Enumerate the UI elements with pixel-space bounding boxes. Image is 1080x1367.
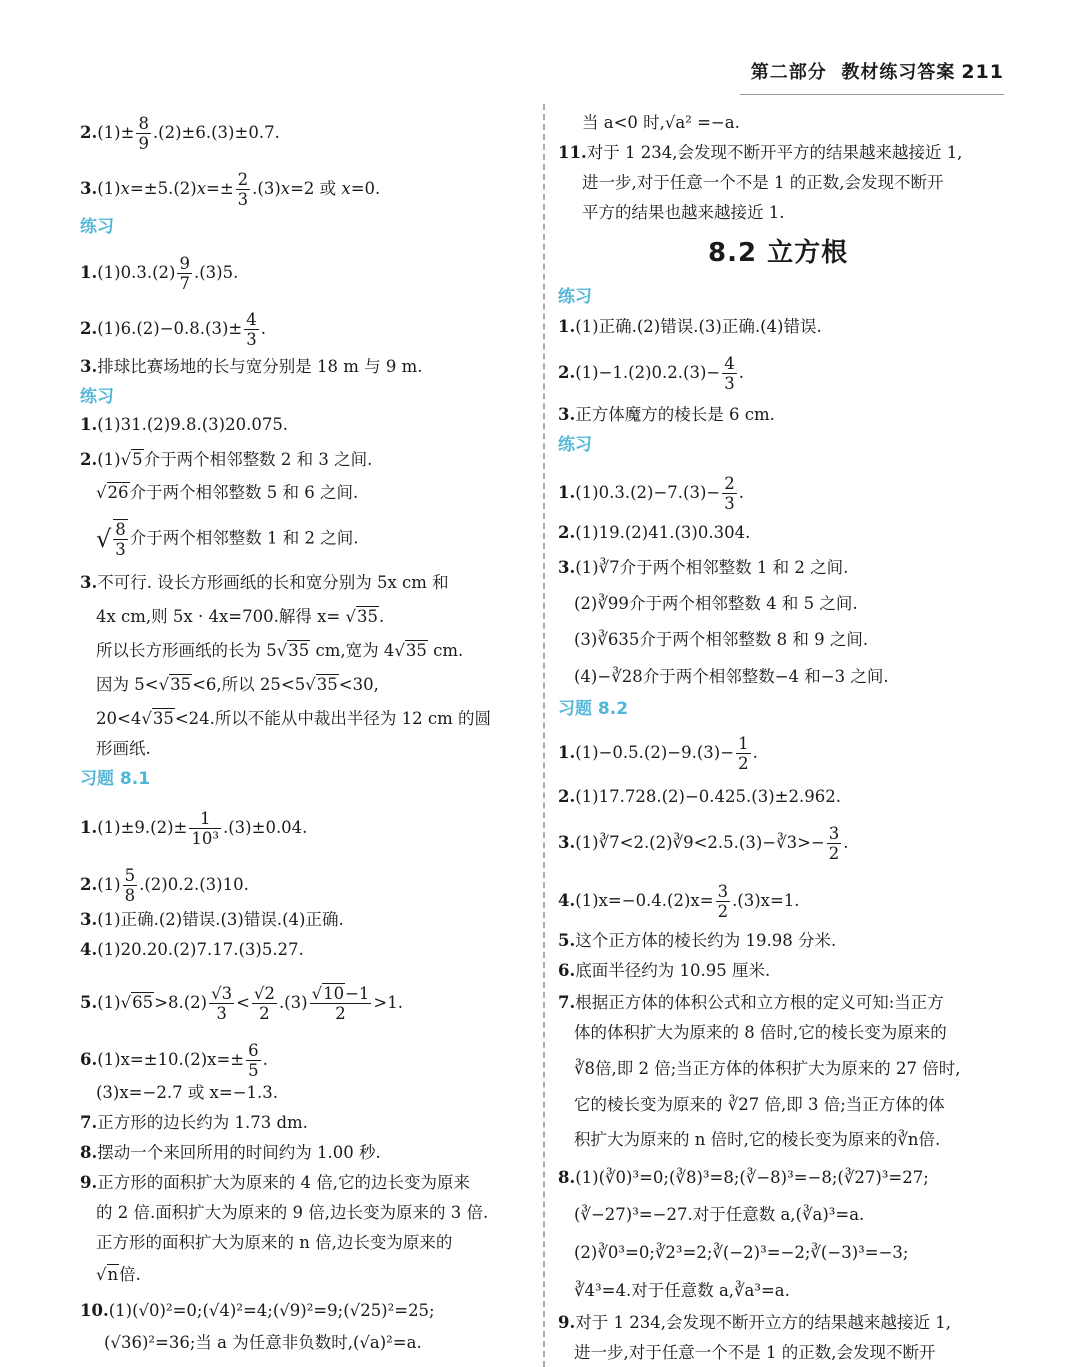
- answer-item: 1.(1)31.(2)9.8.(3)20.075.: [80, 415, 289, 434]
- section-heading: 习题 8.2: [558, 699, 629, 719]
- answer-line: √ $\frac{8}{3}$ 介于两个相邻整数 1 和 2 之间.: [96, 520, 359, 559]
- header-section: 教材练习答案: [841, 62, 956, 83]
- answer-line: 当 a<0 时,√a² =−a.: [582, 113, 740, 132]
- answer-item: 9.正方形的面积扩大为原来的 4 倍,它的边长变为原来: [80, 1173, 470, 1192]
- answer-line: ∛8倍,即 2 倍;当正方体的体积扩大为原来的 27 倍时,: [574, 1059, 961, 1078]
- answer-line: 平方的结果也越来越接近 1.: [582, 203, 785, 222]
- answer-item: 2.(1)17.728.(2)−0.425.(3)±2.962.: [558, 787, 841, 806]
- answer-item: 8.(1)(∛0)³=0;(∛8)³=8;(∛−8)³=−8;(∛27)³=27;: [558, 1168, 929, 1187]
- answer-line: 所以长方形画纸的长为 5√35 cm,宽为 4√35 cm.: [96, 641, 464, 660]
- answer-line: (2)∛0³=0;∛2³=2;∛(−2)³=−2;∛(−3)³=−3;: [574, 1243, 909, 1262]
- answer-line: (4)−∛28介于两个相邻整数−4 和−3 之间.: [574, 667, 889, 686]
- answer-item: 2.(1)19.(2)41.(3)0.304.: [558, 523, 751, 542]
- answer-line: 进一步,对于任意一个不是 1 的正数,会发现不断开: [582, 173, 944, 192]
- section-heading: 练习: [558, 287, 592, 307]
- answer-line: 积扩大为原来的 n 倍时,它的棱长变为原来的∛n倍.: [574, 1130, 941, 1149]
- answer-item: 1.(1)0.3.(2)−7.(3)− $\frac{2}{3}$ .: [558, 474, 744, 513]
- answer-line: 进一步,对于任意一个不是 1 的正数,会发现不断开: [574, 1343, 936, 1362]
- answer-item: 2.(1)√5介于两个相邻整数 2 和 3 之间.: [80, 450, 373, 469]
- answer-item: 1.(1)正确.(2)错误.(3)正确.(4)错误.: [558, 317, 822, 336]
- answer-item: 3.正方体魔方的棱长是 6 cm.: [558, 405, 775, 424]
- answer-line: (2)∛99介于两个相邻整数 4 和 5 之间.: [574, 594, 858, 613]
- answer-item: 7.正方形的边长约为 1.73 dm.: [80, 1113, 308, 1132]
- answer-item: 1.(1)0.3.(2) $\frac{9}{7}$ .(3)5.: [80, 254, 239, 293]
- page-header: [751, 58, 1004, 84]
- header-rule: [740, 94, 1004, 95]
- answer-line: 它的棱长变为原来的 ∛27 倍,即 3 倍;当正方体的体: [574, 1095, 945, 1114]
- answer-item: 3.不可行. 设长方形画纸的长和宽分别为 5x cm 和: [80, 573, 449, 592]
- answer-item: 5.(1)√65>8.(2) $\frac{√3}{3}$ < $\frac{√2}{2}$ .(3) $\frac{√10-1}{2}$ >1.: [80, 984, 403, 1023]
- answer-item: 6.(1)x=±10.(2)x=± $\frac{6}{5}$ .: [80, 1041, 268, 1080]
- answer-line: √n倍.: [96, 1265, 141, 1284]
- page-number: 211: [961, 61, 1004, 83]
- answer-item: 1.(1)−0.5.(2)−9.(3)− $\frac{1}{2}$ .: [558, 734, 758, 773]
- answer-item: 3.(1)正确.(2)错误.(3)错误.(4)正确.: [80, 910, 344, 929]
- answer-item: 2.(1)6.(2)−0.8.(3)± $\frac{4}{3}$ .: [80, 310, 266, 349]
- answer-item: 10.(1)(√0)²=0;(√4)²=4;(√9)²=9;(√25)²=25;: [80, 1301, 435, 1320]
- answer-line: 4x cm,则 5x · 4x=700.解得 x= √35.: [96, 607, 385, 626]
- answer-item: 6.底面半径约为 10.95 厘米.: [558, 961, 771, 980]
- answer-item: 11.对于 1 234,会发现不断开平方的结果越来越接近 1,: [558, 143, 963, 162]
- section-heading: 习题 8.1: [80, 769, 151, 789]
- answer-item: 3.排球比赛场地的长与宽分别是 18 m 与 9 m.: [80, 357, 423, 376]
- answer-item: 4.(1)x=−0.4.(2)x= $\frac{3}{2}$ .(3)x=1.: [558, 882, 800, 921]
- answer-line: √26介于两个相邻整数 5 和 6 之间.: [96, 483, 359, 502]
- answer-item: 5.这个正方体的棱长约为 19.98 分米.: [558, 931, 837, 950]
- answer-line: ∛4³=4.对于任意数 a,∛a³=a.: [574, 1281, 790, 1300]
- answer-line: 正方形的面积扩大为原来的 n 倍,边长变为原来的: [96, 1233, 453, 1252]
- answer-line: (∛−27)³=−27.对于任意数 a,(∛a)³=a.: [574, 1205, 865, 1224]
- section-heading: 练习: [80, 387, 114, 407]
- answer-item: 9.对于 1 234,会发现不断开立方的结果越来越接近 1,: [558, 1313, 951, 1332]
- section-heading: 练习: [558, 435, 592, 455]
- section-title: 8.2 立方根: [708, 238, 849, 268]
- answer-item: 3.(1)∛7介于两个相邻整数 1 和 2 之间.: [558, 558, 849, 577]
- answer-line: (3)x=−2.7 或 x=−1.3.: [96, 1083, 278, 1102]
- answer-item: 7.根据正方体的体积公式和立方根的定义可知:当正方: [558, 993, 944, 1012]
- answer-line: (3)∛635介于两个相邻整数 8 和 9 之间.: [574, 630, 869, 649]
- answer-item: 2.(1)−1.(2)0.2.(3)− $\frac{4}{3}$ .: [558, 354, 744, 393]
- answer-item: 2.(1)± $\frac{8}{9}$ .(2)±6.(3)±0.7.: [80, 114, 280, 153]
- answer-line: 因为 5<√35<6,所以 25<5√35<30,: [96, 675, 379, 694]
- answer-item: 2.(1) $\frac{5}{8}$ .(2)0.2.(3)10.: [80, 866, 249, 905]
- answer-item: 3.(1)∛7<2.(2)∛9<2.5.(3)−∛3>− $\frac{3}{2}$ .: [558, 824, 849, 863]
- answer-line: 的 2 倍.面积扩大为原来的 9 倍,边长变为原来的 3 倍.: [96, 1203, 489, 1222]
- answer-item: 1.(1)±9.(2)± $\frac{1}{\text{10³}}$ .(3)±0.04.: [80, 809, 308, 848]
- answer-line: 体的体积扩大为原来的 8 倍时,它的棱长变为原来的: [574, 1023, 947, 1042]
- answer-line: 形画纸.: [96, 739, 151, 758]
- answer-line: (√36)²=36;当 a 为任意非负数时,(√a)²=a.: [104, 1333, 422, 1352]
- column-divider: [543, 104, 545, 1367]
- answer-item: 3.(1)x=±5.(2)x=± $\frac{2}{3}$ .(3)x=2 或 x=0.: [80, 170, 381, 209]
- answer-line: 20<4√35<24.所以不能从中裁出半径为 12 cm 的圆: [96, 709, 492, 728]
- section-heading: 练习: [80, 217, 114, 237]
- header-part: 第二部分: [750, 62, 827, 83]
- answer-item: 4.(1)20.20.(2)7.17.(3)5.27.: [80, 940, 304, 959]
- answer-item: 8.摆动一个来回所用的时间约为 1.00 秒.: [80, 1143, 381, 1162]
